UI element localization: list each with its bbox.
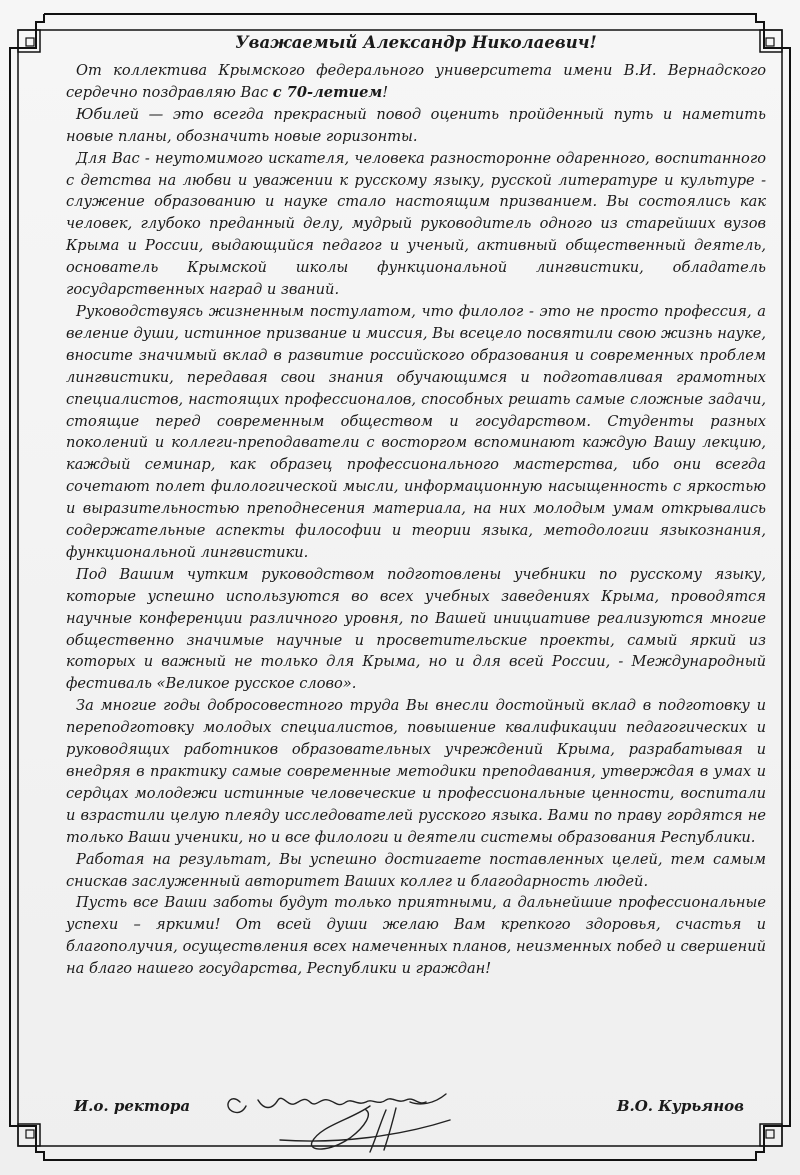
paragraph-6: За многие годы добросовестного труда Вы внесли достойный вклад в подготовку и переподготовку молодых специалистов, повышение квалификации педагогических и руководящих работников образовательных учреждений Крыма, разрабатывая и внедряя в практику самые современные методики преподавания, утверждая в умах и сердцах молодежи истинные человеческие и профессиональные ценности, воспитали и взрастили целую плеяду исследователей русского языка. Вами по праву гордятся не только Ваши ученики, но и все филологи и деятели системы образования Республики. (66, 697, 766, 846)
letter-greeting: Уважаемый Александр Николаевич! (235, 33, 597, 52)
paragraph-1-text: От коллектива Крымского федерального университета имени В.И. Вернадского сердечно поздравляю Вас (66, 62, 766, 101)
paragraph-5: Под Вашим чутким руководством подготовлены учебники по русскому языку, которые успешно используются во всех учебных заведениях Крыма, проводятся научные конференции различного уровня, по Вашей инициативе реализуются многие общественно значимые научные и просветительские проекты, самый яркий из которых и важный не только для Крыма, но и для всей России, - Международный фестиваль «Великое русское слово». (66, 565, 766, 693)
paragraph-4: Руководствуясь жизненным постулатом, что филолог - это не просто профессия, а веление души, истинное призвание и миссия, Вы всецело посвятили свою жизнь науке, вносите значимый вклад в развитие российского образования и современных проблем лингвистики, передавая свои знания обучающимся и подготавливая грамотных специалистов, настоящих профессионалов, способных решать самые сложные задачи, стоящие перед современным обществом и государством. Студенты разных поколений и коллеги-преподаватели с восторгом вспоминают каждую Вашу лекцию, каждый семинар, как образец профессионального мастерства, ибо они всегда сочетают полет филологической мысли, информационную насыщенность с яркостью и выразительностью преподнесения материала, на них молодым умам открывались содержательные аспекты философии и теории языка, методологии языкознания, функциональной лингвистики. (66, 302, 766, 561)
paragraph-1 (66, 60, 766, 104)
paragraph-3: Для Вас - неутомимого искателя, человека разносторонне одаренного, воспитанного с детства на любви и уважении к русскому языку, русской литературе и культуре - служение образованию и науке стало настоящим призванием. Вы состоялись как человек, глубоко преданный делу, мудрый руководитель одного из старейших вузов Крыма и России, выдающийся педагог и ученый, активный общественный деятель, основатель Крымской школы функциональной лингвистики, обладатель государственных наград и званий. (66, 149, 766, 299)
paragraph-2: Юбилей — это всегда прекрасный повод оценить пройденный путь и наметить новые планы, обозначить новые горизонты. (66, 105, 766, 145)
handwritten-signature (220, 1080, 480, 1160)
signer-name: В.О. Курьянов (616, 1097, 744, 1115)
paragraph-7: Работая на результат, Вы успешно достигаете поставленных целей, тем самым снискав заслуженный авторитет Ваших коллег и благодарность людей. (66, 850, 766, 890)
paragraph-8: Пусть все Ваши заботы будут только приятными, а дальнейшие профессиональные успехи – яркими! От всей души желаю Вам крепкого здоровья, счастья и благополучия, осуществления всех намеченных планов, неизменных побед и свершений на благо нашего государства, Республики и граждан! (66, 894, 766, 978)
letter-body (66, 32, 766, 980)
paragraph-1-end: ! (382, 83, 389, 101)
signer-position: И.о. ректора (74, 1097, 191, 1115)
anniversary-emphasis: с 70-летием (272, 83, 383, 101)
